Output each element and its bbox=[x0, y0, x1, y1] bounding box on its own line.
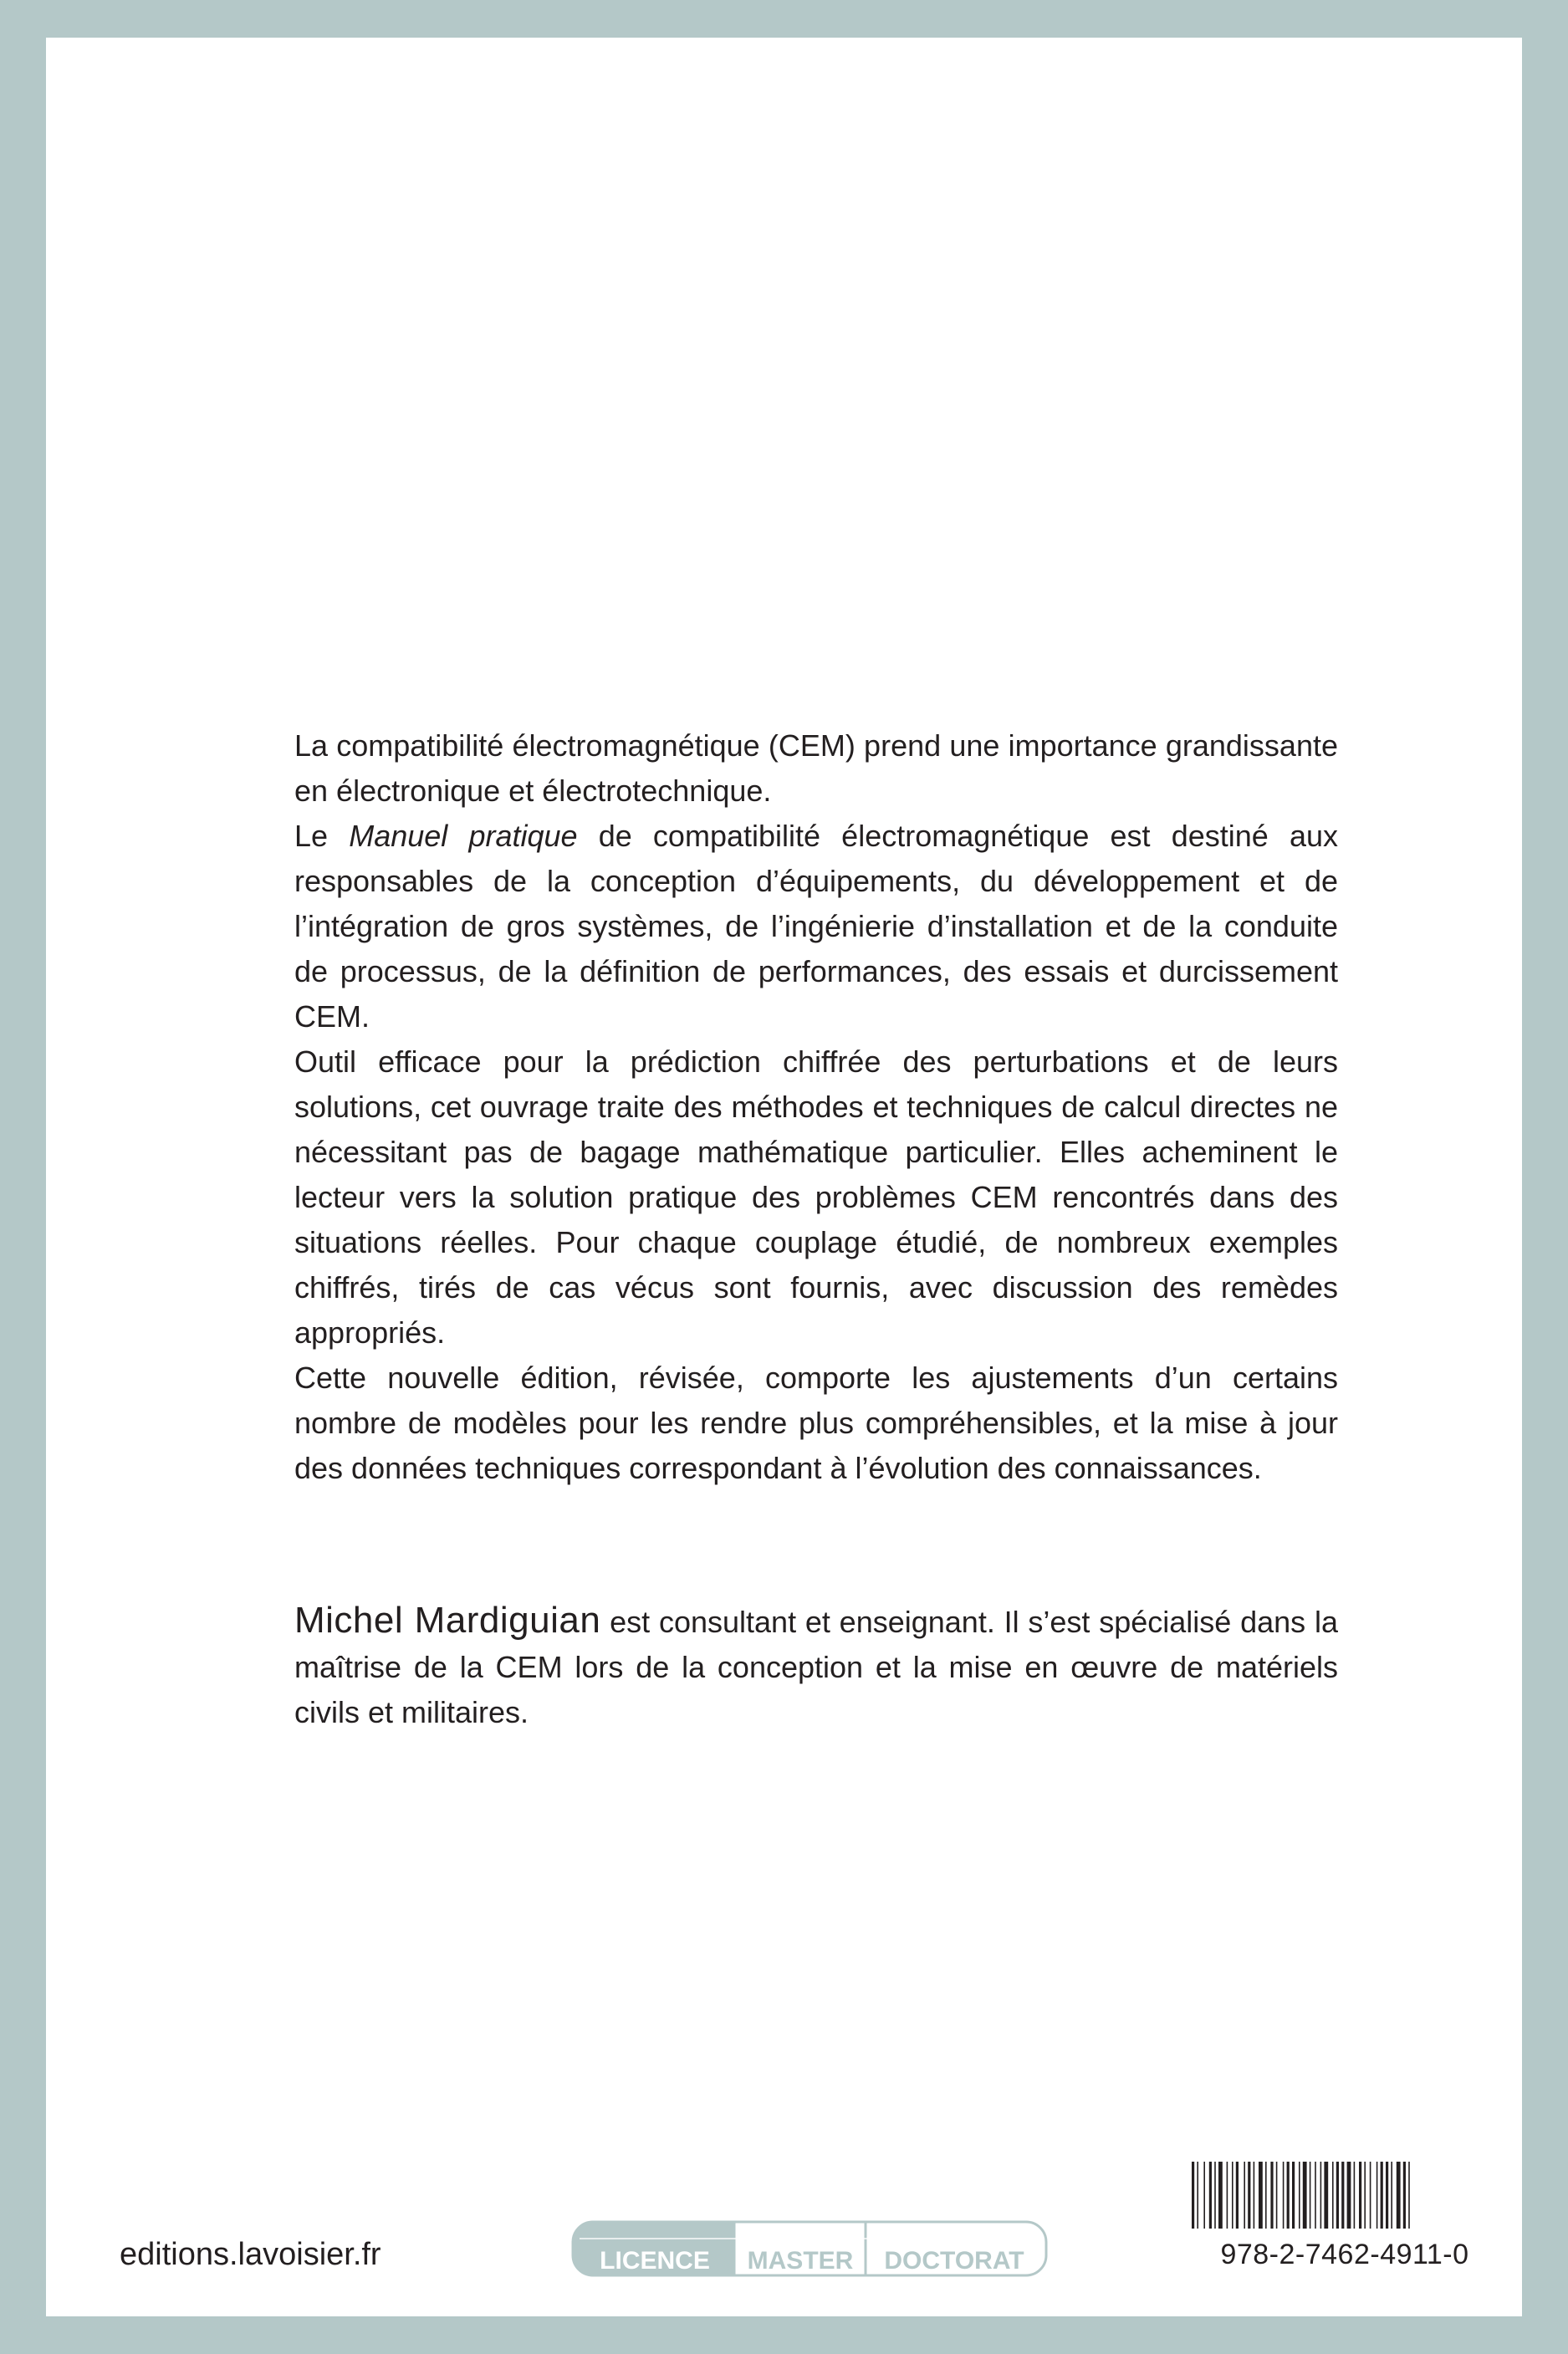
barcode-bar bbox=[1248, 2162, 1250, 2229]
barcode-bar bbox=[1197, 2162, 1198, 2229]
description-paragraph-4: Cette nouvelle édition, révisée, comporte les ajustements d’un certains nombre de modèles pour les rendre plus compréhensibles, et la mise à jour des données techniques correspondant à l’évolution des connaissances. bbox=[294, 1361, 1338, 1485]
author-name: Michel Mardiguian bbox=[294, 1600, 601, 1641]
barcode-bar bbox=[1299, 2162, 1300, 2229]
barcode-bar bbox=[1364, 2162, 1366, 2229]
barcode-bar bbox=[1397, 2162, 1401, 2229]
author-bio bbox=[294, 1598, 1338, 1735]
barcode-bar bbox=[1276, 2162, 1278, 2229]
barcode-bar bbox=[1232, 2162, 1233, 2229]
barcode-bar bbox=[1391, 2162, 1392, 2229]
lmd-logo bbox=[571, 2220, 1048, 2277]
book-title-italic: Manuel pratique bbox=[349, 819, 578, 853]
barcode-bar bbox=[1315, 2162, 1316, 2229]
book-description bbox=[294, 723, 1338, 1491]
barcode-bar bbox=[1332, 2162, 1334, 2229]
barcode-bar bbox=[1192, 2162, 1194, 2229]
barcode-bar bbox=[1381, 2162, 1383, 2229]
isbn-number: 978-2-7462-4911-0 bbox=[1220, 2239, 1469, 2270]
barcode-bar bbox=[1265, 2162, 1267, 2229]
barcode-bar bbox=[1376, 2162, 1378, 2229]
description-paragraph-1: La compatibilité électromagnétique (CEM) prend une importance grandissante en électronique et électrotechnique. bbox=[294, 728, 1338, 808]
barcode-bar bbox=[1218, 2162, 1223, 2229]
barcode-bar bbox=[1359, 2162, 1361, 2229]
barcode-bar bbox=[1303, 2162, 1307, 2229]
barcode-bar bbox=[1320, 2162, 1322, 2229]
isbn-barcode bbox=[1190, 2162, 1499, 2229]
lmd-master: MASTER bbox=[747, 2247, 854, 2275]
barcode-bar bbox=[1292, 2162, 1295, 2229]
barcode-bar bbox=[1310, 2162, 1311, 2229]
back-cover-page bbox=[46, 38, 1522, 2316]
paragraph-2-suffix: de compatibilité électromagnétique est destiné aux responsables de la conception d’équipements, du développement et de l’intégration de gros systèmes, de l’ingénierie d’installation et de la conduite de processus, de la définition de performances, des essais et durcissement CEM. bbox=[294, 819, 1339, 1034]
barcode-bar bbox=[1259, 2162, 1263, 2229]
barcode-bar bbox=[1227, 2162, 1228, 2229]
barcode-bar bbox=[1403, 2162, 1406, 2229]
lmd-licence: LICENCE bbox=[600, 2247, 710, 2275]
barcode-bar bbox=[1370, 2162, 1371, 2229]
publisher-website[interactable]: editions.lavoisier.fr bbox=[120, 2237, 381, 2272]
description-paragraph-2 bbox=[294, 814, 1338, 1039]
barcode-bar bbox=[1408, 2162, 1410, 2229]
barcode-bar bbox=[1254, 2162, 1255, 2229]
lmd-doctorat: DOCTORAT bbox=[884, 2247, 1024, 2275]
barcode-bar bbox=[1270, 2162, 1273, 2229]
barcode-bar bbox=[1324, 2162, 1328, 2229]
paragraph-2-prefix: Le bbox=[294, 819, 350, 853]
barcode-bar bbox=[1354, 2162, 1356, 2229]
barcode-bar bbox=[1236, 2162, 1239, 2229]
description-paragraph-3: Outil efficace pour la prédiction chiffrée des perturbations et de leurs solutions, cet ouvrage traite des méthodes et techniques de calcul directes ne nécessitant pas de bagage mathématique particulier. Elles acheminent le lecteur vers la solution pratique des problèmes CEM rencontrés dans des situations réelles. Pour chaque couplage étudié, de nombreux exemples chiffrés, tirés de cas vécus sont fournis, avec discussion des remèdes appropriés. bbox=[294, 1044, 1338, 1350]
barcode-bar bbox=[1214, 2162, 1216, 2229]
barcode-bar bbox=[1336, 2162, 1339, 2229]
barcode-bar bbox=[1283, 2162, 1285, 2229]
barcode-bar bbox=[1386, 2162, 1388, 2229]
barcode-bar bbox=[1244, 2162, 1245, 2229]
author-bio-text: est consultant et enseignant. Il s’est spécialisé dans la maîtrise de la CEM lors de la conception et la mise en œuvre de matériels civils et militaires. bbox=[294, 1605, 1338, 1729]
barcode-bar bbox=[1209, 2162, 1212, 2229]
barcode-bar bbox=[1287, 2162, 1290, 2229]
barcode-bar bbox=[1203, 2162, 1205, 2229]
barcode-bar bbox=[1347, 2162, 1351, 2229]
barcode-bar bbox=[1341, 2162, 1344, 2229]
